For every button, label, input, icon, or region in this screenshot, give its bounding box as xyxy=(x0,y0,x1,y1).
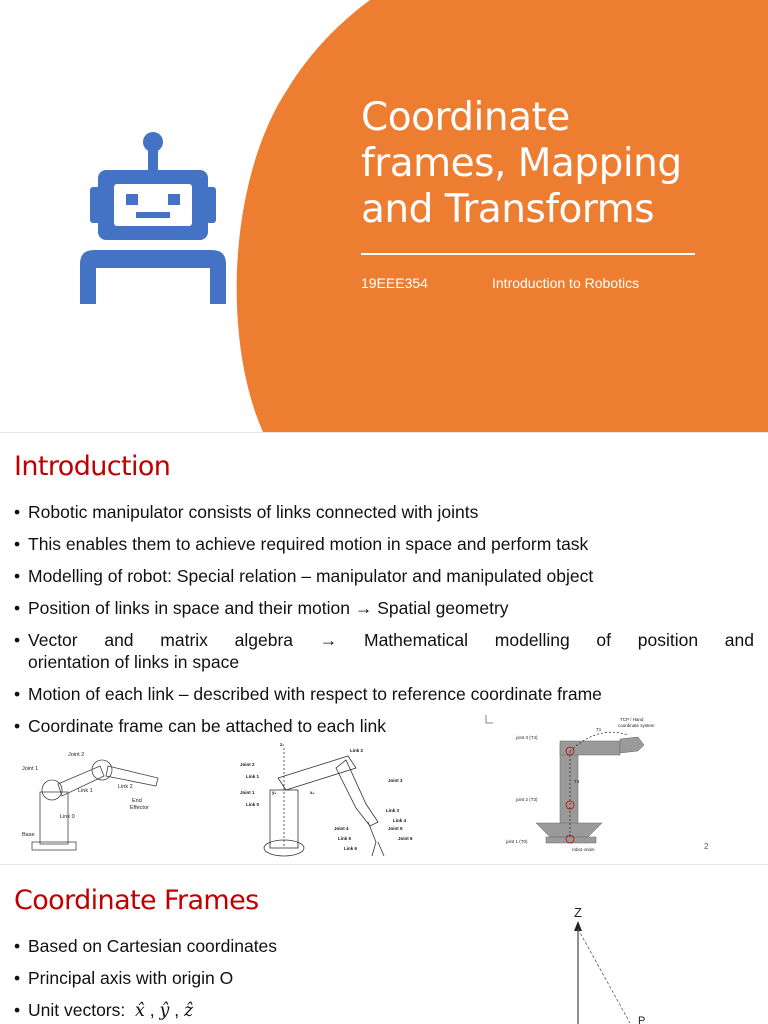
label-base: Base xyxy=(22,832,35,838)
label-link-5: Link 5 xyxy=(338,836,352,841)
label-joint-2: Joint 2 xyxy=(240,762,255,767)
course-name: Introduction to Robotics xyxy=(492,275,640,291)
label-joint-3: joint 3 (T4) xyxy=(516,735,538,740)
page-number: 2 xyxy=(704,842,709,851)
label-joint-1: Joint 1 xyxy=(22,766,39,772)
z-axis-label: Z xyxy=(574,905,582,920)
bullet-dot: • xyxy=(14,598,21,618)
label-link-6: Link 6 xyxy=(344,846,358,851)
label-t3: T3 xyxy=(574,779,580,784)
label-joint-1: Joint 1 xyxy=(240,790,255,795)
label-z0: z₀ xyxy=(280,742,285,747)
slide-heading: Coordinate Frames xyxy=(14,885,259,916)
bullet-item: • This enables them to achieve required motion in space and perform task xyxy=(14,534,589,554)
label-tcp-1: TCP / Hand xyxy=(620,717,644,722)
label-joint-5: Joint 5 xyxy=(388,826,403,831)
label-joint-4: Joint 4 xyxy=(334,826,349,831)
bullet-dot: • xyxy=(14,630,21,650)
bullet-dot: • xyxy=(14,1000,21,1020)
coordinate-frames-slide xyxy=(0,864,768,1024)
title-slide xyxy=(0,0,768,432)
bullet-item: • Principal axis with origin O xyxy=(14,968,234,988)
title-line-1: Coordinate xyxy=(361,95,570,140)
bullet-item: • Position of links in space and their motion → Spatial geometry xyxy=(14,598,509,618)
robot-icon xyxy=(78,132,228,307)
label-end: End xyxy=(132,798,142,804)
robot-frames-figure xyxy=(478,711,668,856)
bullet-item: • Modelling of robot: Special relation – manipulator and manipulated object xyxy=(14,566,594,586)
bullet-dot: • xyxy=(14,968,21,988)
bullet-dot: • xyxy=(14,502,21,522)
bullet-item: • Unit vectors: x̂ , ŷ , ẑ xyxy=(14,1000,194,1021)
label-link-1: Link 1 xyxy=(246,774,260,779)
label-link-0: Link 0 xyxy=(246,802,260,807)
label-joint-1: joint 1 (T0) xyxy=(506,839,528,844)
bullet-dot: • xyxy=(14,566,21,586)
bullet-item: • Robotic manipulator consists of links connected with joints xyxy=(14,502,479,522)
bullet-dot: • xyxy=(14,684,21,704)
label-t1: T1 xyxy=(596,727,602,732)
two-link-arm-figure xyxy=(20,748,170,863)
label-joint-2: Joint 2 xyxy=(68,752,85,758)
bullet-list xyxy=(14,935,277,1024)
introduction-slide xyxy=(0,432,768,864)
bullet-dot: • xyxy=(14,716,21,736)
unit-vector-z: ẑ xyxy=(183,1001,194,1021)
label-x0: x₀ xyxy=(310,790,315,795)
title-line-3: and Transforms xyxy=(361,187,655,232)
title-divider xyxy=(361,253,695,255)
label-link-3: Link 3 xyxy=(386,808,400,813)
label-link-1: Link 1 xyxy=(78,788,93,794)
bullet-item: • Coordinate frame can be attached to each link xyxy=(14,716,386,736)
slide-title xyxy=(361,95,741,233)
point-p-label: P xyxy=(638,1015,646,1024)
slide-heading: Introduction xyxy=(14,451,171,482)
label-link-2: Link 2 xyxy=(118,784,133,790)
label-robot-origin: robot origin xyxy=(572,847,595,851)
unit-vector-y: ŷ xyxy=(159,1001,170,1021)
bullet-item: • Motion of each link – described with respect to reference coordinate frame xyxy=(14,684,602,704)
bullet-item: • Based on Cartesian coordinates xyxy=(14,936,278,956)
label-y0: y₀ xyxy=(272,790,277,795)
course-code: 19EEE354 xyxy=(361,275,428,291)
label-link-4: Link 4 xyxy=(393,818,407,823)
six-joint-arm-figure xyxy=(238,738,423,868)
label-link-2: Link 2 xyxy=(350,748,364,753)
bullet-dot: • xyxy=(14,534,21,554)
axis-figure xyxy=(560,905,680,1024)
label-joint-6: Joint 6 xyxy=(398,836,413,841)
label-joint-2: joint 2 (T3) xyxy=(516,797,538,802)
label-effector: Effector xyxy=(130,805,149,811)
label-joint-3: Joint 3 xyxy=(388,778,403,783)
title-line-2: frames, Mapping xyxy=(361,141,682,186)
unit-vector-x: x̂ xyxy=(134,1001,145,1021)
bullet-item: • Vector and matrix algebra → Mathematical modelling of position and orientation of links in space xyxy=(14,630,754,672)
label-tcp-2: coordinate system xyxy=(618,723,655,728)
label-link-0: Link 0 xyxy=(60,814,75,820)
bullet-dot: • xyxy=(14,936,21,956)
